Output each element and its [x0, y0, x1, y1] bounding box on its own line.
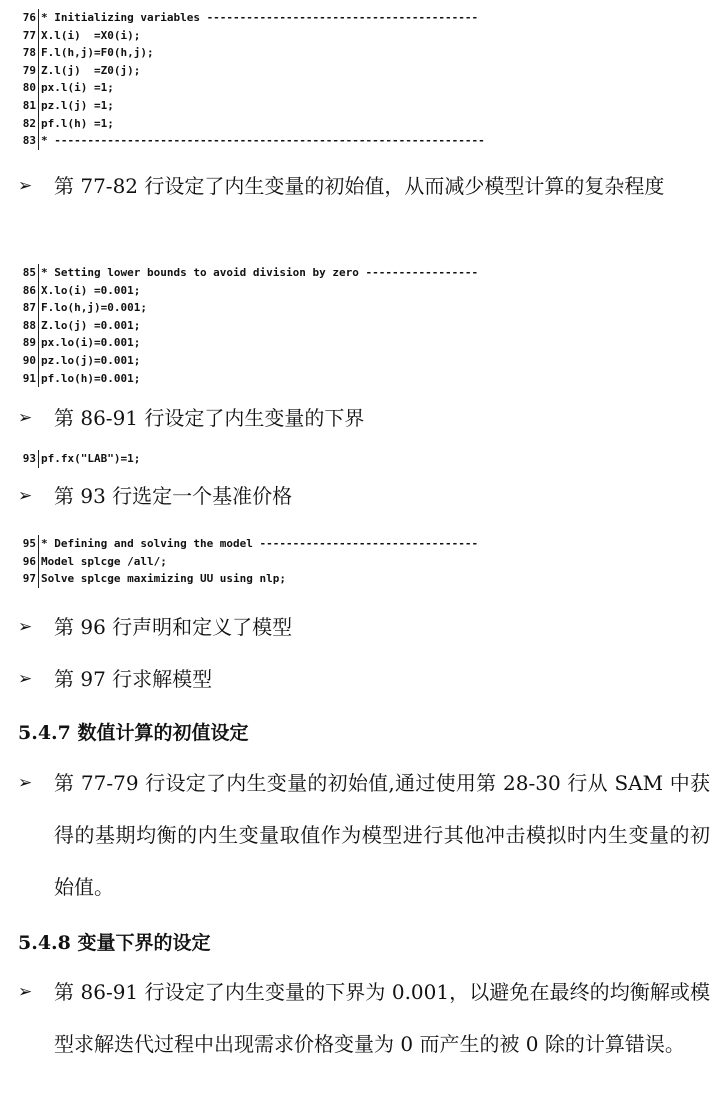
section-heading: 5.4.7 数值计算的初值设定: [18, 722, 249, 744]
code-line: [16, 132, 485, 150]
code-text: pf.lo(h)=0.001;: [41, 371, 141, 385]
code-line: [16, 282, 478, 300]
code-line: [16, 334, 478, 352]
bullet-text: 第 96 行声明和定义了模型: [54, 615, 293, 639]
arrow-bullet-icon: ➢: [18, 176, 33, 196]
arrow-bullet-icon: ➢: [18, 773, 33, 793]
code-block-lower-bounds: [16, 264, 478, 387]
bullet-text: 第 77-79 行设定了内生变量的初始值,通过使用第 28-30 行从 SAM 中获得的基期均衡的内生变量取值作为模型进行其他冲击模拟时内生变量的初始值。: [54, 771, 710, 899]
line-number: 85: [16, 264, 39, 282]
line-number: 82: [16, 115, 39, 133]
bullet-text: 第 93 行选定一个基准价格: [54, 484, 293, 508]
code-block-fix-price: [16, 450, 140, 468]
line-number: 86: [16, 282, 39, 300]
code-text: X.lo(i) =0.001;: [41, 283, 141, 297]
code-block-initializing: [16, 9, 485, 150]
code-text: F.lo(h,j)=0.001;: [41, 301, 147, 315]
bullet-text: 第 86-91 行设定了内生变量的下界: [54, 406, 365, 430]
code-block-model: [16, 535, 478, 588]
code-line: [16, 570, 478, 588]
arrow-bullet-icon: ➢: [18, 982, 33, 1002]
line-number: 95: [16, 535, 39, 553]
line-number: 79: [16, 62, 39, 80]
bullet-item: [18, 757, 710, 913]
section-heading: 5.4.8 变量下界的设定: [18, 932, 211, 954]
code-line: [16, 62, 485, 80]
code-text: Z.l(j) =Z0(j);: [41, 63, 141, 77]
arrow-bullet-icon: ➢: [18, 617, 33, 637]
code-text: Solve splcge maximizing UU using nlp;: [41, 572, 287, 586]
line-number: 97: [16, 570, 39, 588]
line-number: 87: [16, 299, 39, 317]
bullet-item: [18, 653, 710, 705]
code-line: [16, 115, 485, 133]
code-text: px.lo(i)=0.001;: [41, 336, 141, 350]
arrow-bullet-icon: ➢: [18, 669, 33, 689]
line-number: 83: [16, 132, 39, 150]
code-line: [16, 317, 478, 335]
code-line: [16, 535, 478, 553]
code-line: [16, 79, 485, 97]
code-text: pz.lo(j)=0.001;: [41, 353, 141, 367]
code-line: [16, 264, 478, 282]
line-number: 89: [16, 334, 39, 352]
line-number: 78: [16, 44, 39, 62]
line-number: 76: [16, 9, 39, 27]
code-line: [16, 450, 140, 468]
line-number: 88: [16, 317, 39, 335]
code-line: [16, 553, 478, 571]
bullet-item: [18, 392, 710, 444]
line-number: 77: [16, 27, 39, 45]
code-text: pz.l(j) =1;: [41, 98, 114, 112]
line-number: 93: [16, 450, 39, 468]
bullet-item: [18, 966, 710, 1070]
bullet-text: 第 77-82 行设定了内生变量的初始值，从而减少模型计算的复杂程度: [54, 174, 665, 198]
code-text: * Initializing variables -----------------------------------------: [41, 11, 479, 24]
code-text: F.l(h,j)=F0(h,j);: [41, 46, 154, 60]
line-number: 91: [16, 370, 39, 388]
arrow-bullet-icon: ➢: [18, 486, 33, 506]
code-line: [16, 27, 485, 45]
bullet-item: [18, 470, 710, 522]
code-line: [16, 9, 485, 27]
code-text: Z.lo(j) =0.001;: [41, 318, 141, 332]
line-number: 80: [16, 79, 39, 97]
code-line: [16, 44, 485, 62]
code-text: * -----------------------------------------------------------------: [41, 134, 485, 148]
bullet-item: [18, 601, 710, 653]
arrow-bullet-icon: ➢: [18, 408, 33, 428]
code-text: pf.fx("LAB")=1;: [41, 452, 141, 465]
code-text: Model splcge /all/;: [41, 554, 167, 568]
code-text: pf.l(h) =1;: [41, 116, 114, 130]
code-text: px.l(i) =1;: [41, 81, 114, 95]
code-line: [16, 97, 485, 115]
code-text: * Setting lower bounds to avoid division by zero -----------------: [41, 266, 479, 279]
line-number: 90: [16, 352, 39, 370]
bullet-item: [18, 160, 710, 212]
bullet-text: 第 97 行求解模型: [54, 667, 213, 691]
code-line: [16, 370, 478, 388]
code-line: [16, 352, 478, 370]
bullet-text: 第 86-91 行设定了内生变量的下界为 0.001，以避免在最终的均衡解或模型求解迭代过程中出现需求价格变量为 0 而产生的被 0 除的计算错误。: [54, 980, 710, 1056]
code-text: * Defining and solving the model ---------------------------------: [41, 537, 479, 550]
code-text: X.l(i) =X0(i);: [41, 28, 141, 42]
code-line: [16, 299, 478, 317]
line-number: 81: [16, 97, 39, 115]
line-number: 96: [16, 553, 39, 571]
